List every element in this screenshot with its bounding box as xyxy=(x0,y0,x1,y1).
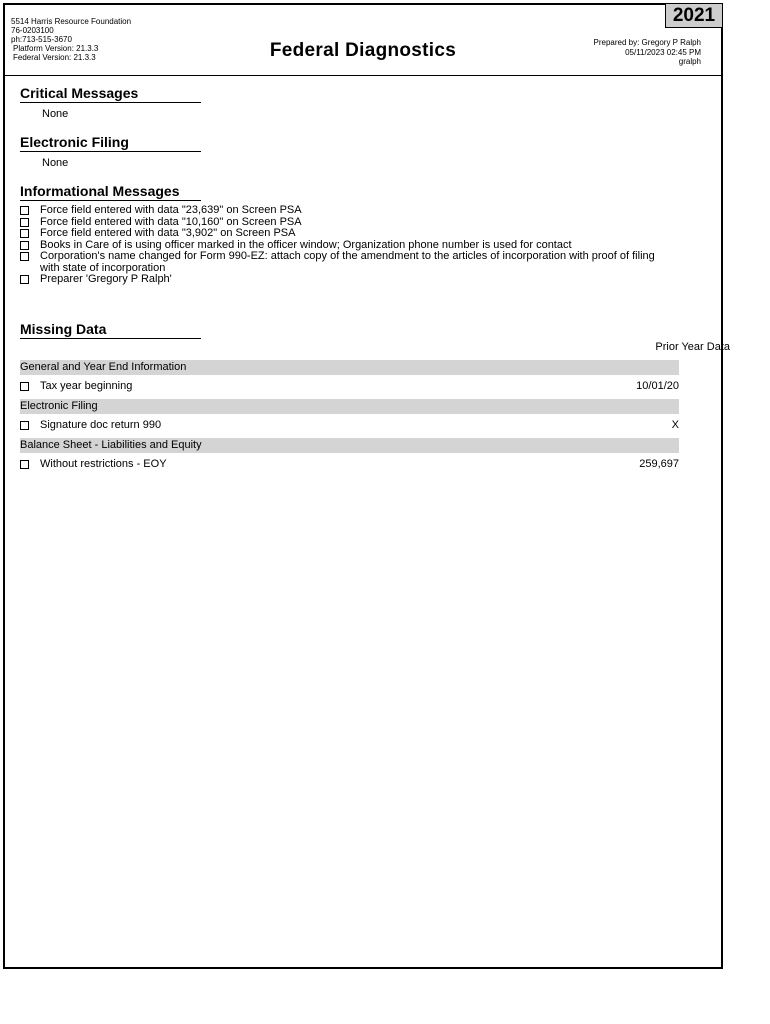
platform-version: Platform Version: 21.3.3 xyxy=(13,44,99,53)
message-checkbox[interactable] xyxy=(20,275,29,284)
electronic-filing-section xyxy=(20,134,201,169)
prepared-date: 05/11/2023 02:45 PM xyxy=(625,47,701,57)
row-label: Tax year beginning xyxy=(40,380,133,392)
informational-messages-section xyxy=(20,183,680,286)
message-checkbox[interactable] xyxy=(20,252,29,261)
message-checkbox[interactable] xyxy=(20,206,29,215)
informational-messages-list xyxy=(20,205,680,286)
message-checkbox[interactable] xyxy=(20,241,29,250)
federal-version: Federal Version: 21.3.3 xyxy=(13,53,96,62)
list-item xyxy=(20,274,680,286)
message-text: Force field entered with data "10,160" on Screen PSA xyxy=(40,215,302,228)
prepared-by: Prepared by: Gregory P Ralph xyxy=(593,38,701,47)
row-value: X xyxy=(671,419,679,431)
informational-messages-heading: Informational Messages xyxy=(20,183,201,201)
missing-data-section xyxy=(20,321,201,339)
page-title: Federal Diagnostics xyxy=(269,40,457,61)
row-value: 259,697 xyxy=(639,458,679,470)
row-label: Signature doc return 990 xyxy=(40,419,162,431)
group-header: Electronic Filing xyxy=(20,399,679,414)
row-value: 10/01/20 xyxy=(636,380,679,392)
row-checkbox[interactable] xyxy=(20,460,29,469)
table-row xyxy=(20,456,679,472)
group-header: General and Year End Information xyxy=(20,360,679,375)
org-ein: 76-0203100 xyxy=(11,26,54,35)
table-row xyxy=(20,378,679,394)
message-text: Corporation's name changed for Form 990-EZ: attach copy of the amendment to the articles of incorporation with proof of filing with state of incorporation xyxy=(40,250,655,274)
message-text: Preparer 'Gregory P Ralph' xyxy=(40,273,172,285)
missing-data-heading: Missing Data xyxy=(20,321,201,339)
row-checkbox[interactable] xyxy=(20,382,29,391)
electronic-filing-heading: Electronic Filing xyxy=(20,134,201,152)
critical-messages-section xyxy=(20,85,201,120)
org-name: 5514 Harris Resource Foundation xyxy=(11,17,132,26)
group-header: Balance Sheet - Liabilities and Equity xyxy=(20,438,679,453)
critical-messages-none: None xyxy=(42,108,69,120)
list-item xyxy=(20,205,680,217)
message-text: Force field entered with data "23,639" on Screen PSA xyxy=(40,204,302,216)
prepared-user: gralph xyxy=(678,57,701,66)
preparer-info xyxy=(594,38,701,67)
page-header xyxy=(5,5,721,76)
message-checkbox[interactable] xyxy=(20,229,29,238)
row-checkbox[interactable] xyxy=(20,421,29,430)
critical-messages-heading: Critical Messages xyxy=(20,85,201,103)
tax-year-badge: 2021 xyxy=(665,3,723,28)
message-text: Force field entered with data "3,902" on Screen PSA xyxy=(40,227,296,239)
org-phone: ph:713-515-3670 xyxy=(11,35,72,44)
table-row xyxy=(20,417,679,433)
prior-year-column-header: Prior Year Data xyxy=(655,341,730,353)
electronic-filing-none: None xyxy=(42,157,69,169)
row-label: Without restrictions - EOY xyxy=(40,458,167,470)
message-checkbox[interactable] xyxy=(20,218,29,227)
message-text: Books in Care of is using officer marked in the officer window; Organization phone number is used for contact xyxy=(40,238,572,251)
list-item xyxy=(20,228,680,240)
list-item xyxy=(20,251,680,274)
